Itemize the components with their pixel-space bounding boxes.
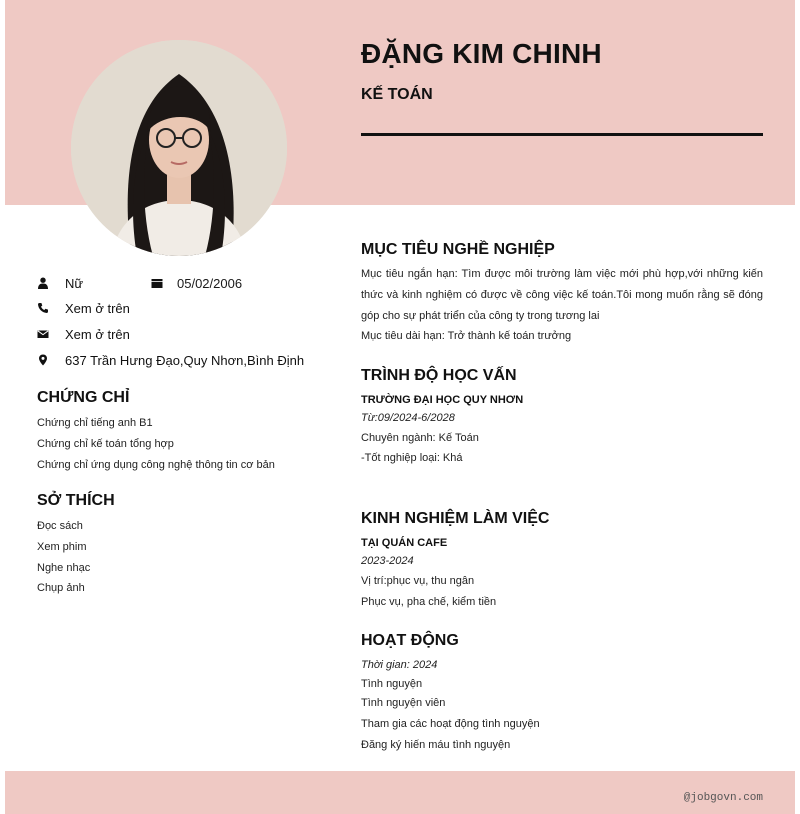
list-item: Chứng chỉ kế toán tổng hợp — [37, 437, 174, 450]
list-item: Đăng ký hiến máu tình nguyện — [361, 739, 511, 751]
activities-title: HOẠT ĐỘNG — [361, 632, 459, 649]
list-item: Xem phim — [37, 540, 87, 553]
list-item: Chứng chỉ ứng dụng công nghệ thông tin cơ bản — [37, 458, 275, 471]
phone-row — [37, 299, 130, 317]
certificates-title: CHỨNG CHỈ — [37, 389, 130, 406]
list-item: Tình nguyện — [361, 678, 423, 690]
education-school: TRƯỜNG ĐẠI HỌC QUY NHƠN — [361, 394, 524, 406]
certificates-list — [37, 413, 275, 475]
education-title: TRÌNH ĐỘ HỌC VẤN — [361, 367, 517, 384]
education-grade: -Tốt nghiệp loại: Khá — [361, 452, 463, 464]
objective-title: MỤC TIÊU NGHỀ NGHIỆP — [361, 241, 555, 258]
hobbies-title: SỞ THÍCH — [37, 492, 115, 509]
list-item: Đọc sách — [37, 520, 83, 532]
email-value: Xem ở trên — [65, 326, 130, 342]
experience-title: KINH NGHIỆM LÀM VIỆC — [361, 510, 550, 527]
activities-time: Thời gian: 2024 — [361, 659, 438, 671]
list-item: Chứng chỉ tiếng anh B1 — [37, 417, 153, 429]
list-item: Chụp ảnh — [37, 582, 85, 595]
experience-duties: Phục vụ, pha chế, kiểm tiền — [361, 596, 497, 608]
experience-company: TẠI QUÁN CAFE — [361, 537, 448, 549]
location-pin-icon — [37, 354, 49, 366]
profile-photo — [71, 40, 287, 256]
list-item: Tình nguyện viên — [361, 697, 446, 709]
phone-value: Xem ở trên — [65, 300, 130, 316]
address-value: 637 Trần Hưng Đạo,Quy Nhơn,Bình Định — [65, 352, 305, 368]
list-item: Nghe nhạc — [37, 561, 91, 574]
address-row — [37, 351, 304, 369]
experience-position: Vị trí:phục vụ, thu ngân — [361, 575, 475, 587]
dob-value: 05/02/2006 — [177, 275, 243, 291]
mail-icon — [37, 328, 49, 340]
watermark-text: @jobgovn.com — [683, 792, 763, 804]
footer-band — [5, 771, 795, 814]
education-major: Chuyên ngành: Kế Toán — [361, 432, 479, 444]
title-divider — [361, 133, 763, 136]
education-period: Từ:09/2024-6/2028 — [361, 412, 455, 424]
objective-long-term: Mục tiêu dài hạn: Trở thành kế toán trưởng — [361, 330, 572, 342]
objective-short-term: Mục tiêu ngắn hạn: Tìm được môi trường làm việc mới phù hợp,với những kiến thức và kinh nghiệm có được về công việc kế toán.Tôi mong muốn rằng sẽ đóng góp cho sự phát triển của công ty trong tương lai — [361, 268, 763, 322]
email-row — [37, 325, 130, 343]
calendar-icon — [151, 277, 163, 289]
gender-row — [37, 274, 83, 292]
job-title: KẾ TOÁN — [361, 86, 433, 103]
candidate-name: ĐẶNG KIM CHINH — [361, 38, 602, 69]
experience-period: 2023-2024 — [361, 555, 414, 567]
user-icon — [37, 277, 49, 289]
phone-icon — [37, 302, 49, 314]
dob-row — [151, 274, 242, 292]
hobbies-list — [37, 516, 90, 599]
list-item: Tham gia các hoạt động tình nguyện — [361, 718, 540, 730]
gender-value: Nữ — [65, 275, 84, 291]
